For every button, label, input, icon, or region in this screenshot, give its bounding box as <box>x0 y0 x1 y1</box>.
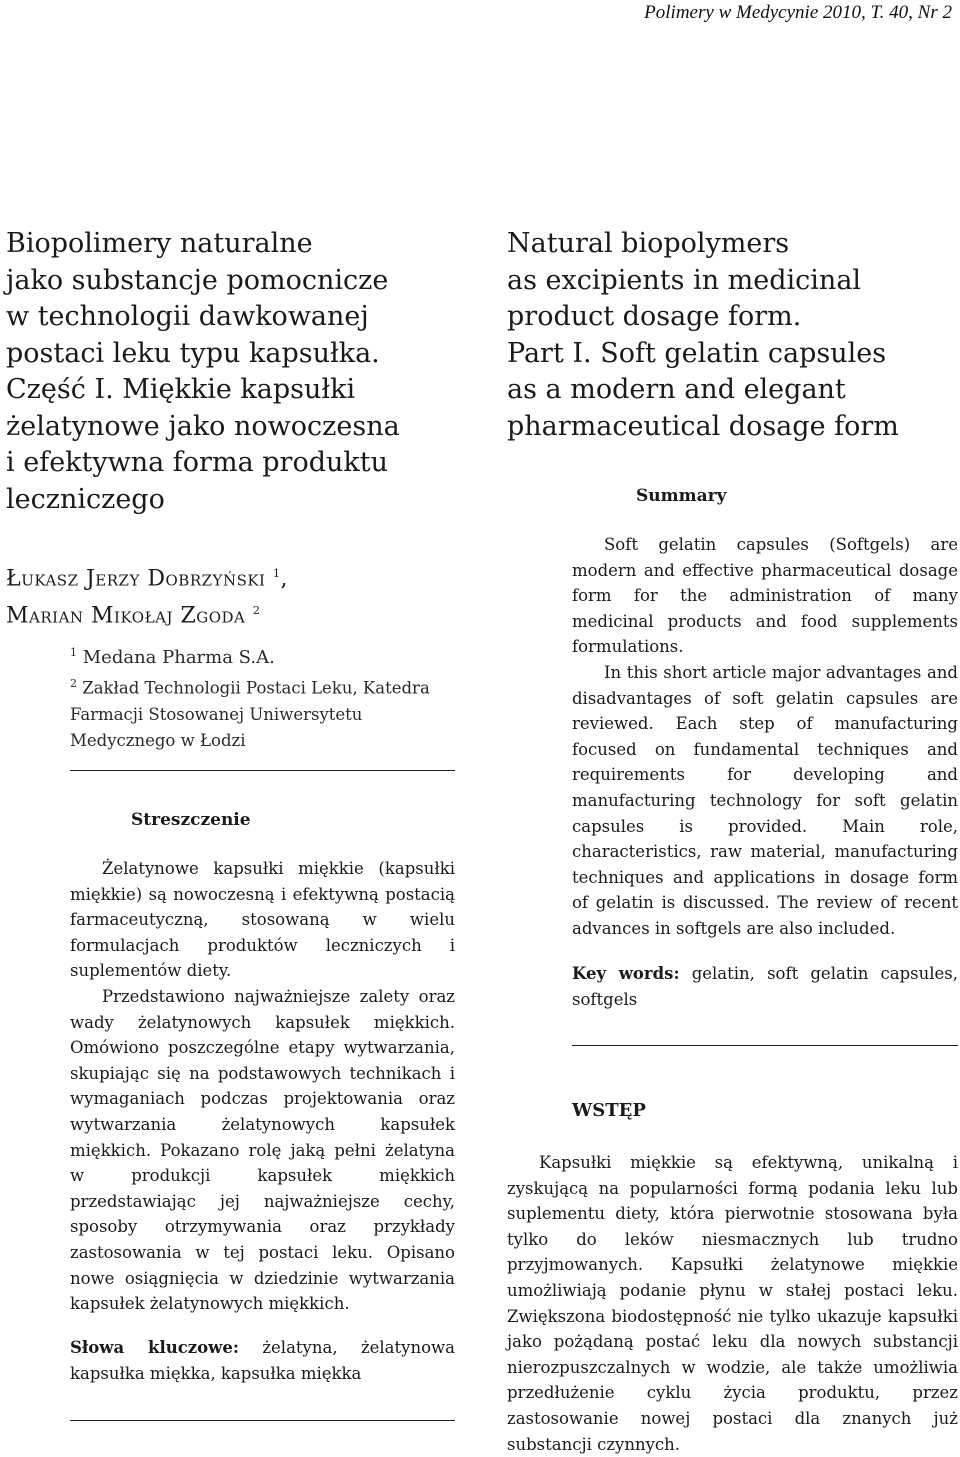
keywords-label: Słowa kluczowe: <box>70 1338 239 1357</box>
streszczenie-heading: Streszczenie <box>131 810 251 830</box>
summary-paragraph: In this short article major advantages and disadvantages of soft gelatin capsules are reviewed. Each step of manufacturing focused on fundamental techniques and requirements for developing and manufacturing technology for soft gelatin capsules is provided. Main role, characteristics, raw material, manufacturing techniques and applications in dosage form of gelatin is discussed. The review of recent advances in softgels are also included. <box>572 662 958 938</box>
wstep-paragraph: Kapsułki miękkie są efektywną, unikalną i zyskującą na popularności formą podania leku lub suplementu diety, która pierwotnie stosowana była tylko do leków niesmacznych lub trudno przyjmowanych. Kapsułki żelatynowe miękkie umożliwiają podanie płynu w stałej postaci leku. Zwiększona biodostępność nie tylko ukazuje kapsułki jako pożądaną postać leku dla nowych substancji nierozpuszczalnych w wodzie, ale także umożliwia przedłużenie cyklu życia produktu, przez zastosowanie nowej postaci dla znanych już substancji czynnych. <box>507 1153 958 1454</box>
title-pl-line: w technologii dawkowanej <box>6 301 369 332</box>
summary-heading: Summary <box>636 486 727 506</box>
author-sup: 2 <box>252 604 261 618</box>
affiliation-sup: 1 <box>70 646 77 659</box>
author <box>6 595 466 632</box>
streszczenie-body <box>70 856 455 1317</box>
affiliation <box>70 671 460 754</box>
keywords-label: Key words: <box>572 964 680 983</box>
section-divider <box>70 1420 455 1421</box>
summary-keywords <box>572 961 958 1012</box>
title-pl-line: postaci leku typu kapsułka. <box>6 337 380 369</box>
title-en-line: as a modern and elegant <box>507 374 846 405</box>
author-name: Marian Mikołaj Zgoda <box>6 603 246 629</box>
title-pl-line: Część I. Miękkie kapsułki <box>6 374 356 405</box>
title-english <box>507 226 957 445</box>
author: Łukasz Jerzy Dobrzyński $^1$, <box>6 566 288 592</box>
author-name: Łukasz Jerzy Dobrzyński <box>6 566 266 592</box>
summary-paragraph: Soft gelatin capsules (Softgels) are modern and effective pharmaceutical dosage form for the administration of many medicinal products and food supplements formulations. <box>572 535 958 657</box>
streszczenie-paragraph: Przedstawiono najważniejsze zalety oraz wady żelatynowych kapsułek miękkich. Omówiono poszczególne etapy wytwarzania, skupiając się na podstawowych technikach i wymaganiach podczas projektowania oraz wytwarzania żelatynowych kapsułek miękkich. Pokazano rolę jaką pełni żelatyna w produkcji kapsułek miękkich przedstawiając jej najważniejsze cechy, sposoby otrzymywania oraz przykłady zastosowania w tej postaci leku. Opisano nowe osiągnięcia w dziedzinie wytwarzania kapsułek żelatynowych miękkich. <box>70 986 455 1314</box>
wstep-heading: WSTĘP <box>572 1100 646 1121</box>
affiliation-text: Medana Pharma S.A. <box>82 647 275 668</box>
affiliation-text: Zakład Technologii Postaci Leku, Katedra Farmacji Stosowanej Uniwersytetu Medycznego w Łodzi <box>70 678 430 750</box>
title-pl-line: i efektywna forma produktu <box>6 447 388 478</box>
streszczenie-paragraph: Żelatynowe kapsułki miękkie (kapsułki miękkie) są nowoczesną i efektywną postacią farmaceutyczną, stosowaną w wielu formulacjach produktów leczniczych i suplementów diety. <box>70 859 455 981</box>
streszczenie-keywords <box>70 1335 455 1386</box>
title-en-line: Part I. Soft gelatin capsules <box>507 337 887 369</box>
affiliation <box>70 640 460 671</box>
title-pl-line: żelatynowe jako nowoczesna <box>6 410 400 442</box>
keywords-text: żelatyna, żelatynowa kapsułka miękka, kapsułka miękka <box>70 1338 455 1383</box>
affiliations <box>70 640 460 754</box>
title-pl-line: jako substancje pomocnicze <box>6 264 389 296</box>
title-en-line: Natural biopolymers <box>507 228 790 259</box>
title-polish <box>6 226 476 518</box>
title-en-line: product dosage form. <box>507 301 802 332</box>
author-list <box>6 558 466 633</box>
title-pl-line: Biopolimery naturalne <box>6 228 313 259</box>
author-sup: 1 <box>272 567 281 580</box>
affiliation-sup: 2 <box>70 677 77 690</box>
running-header: Polimery w Medycynie 2010, T. 40, Nr 2 <box>644 2 952 23</box>
section-divider <box>572 1045 958 1046</box>
section-divider <box>70 770 455 771</box>
wstep-body <box>507 1150 958 1457</box>
title-pl-line: leczniczego <box>6 483 165 515</box>
title-en-line: as excipients in medicinal <box>507 264 862 296</box>
summary-body <box>572 532 958 942</box>
keywords-text: gelatin, soft gelatin capsules, softgels <box>572 964 958 1009</box>
title-en-line: pharmaceutical dosage form <box>507 410 899 442</box>
